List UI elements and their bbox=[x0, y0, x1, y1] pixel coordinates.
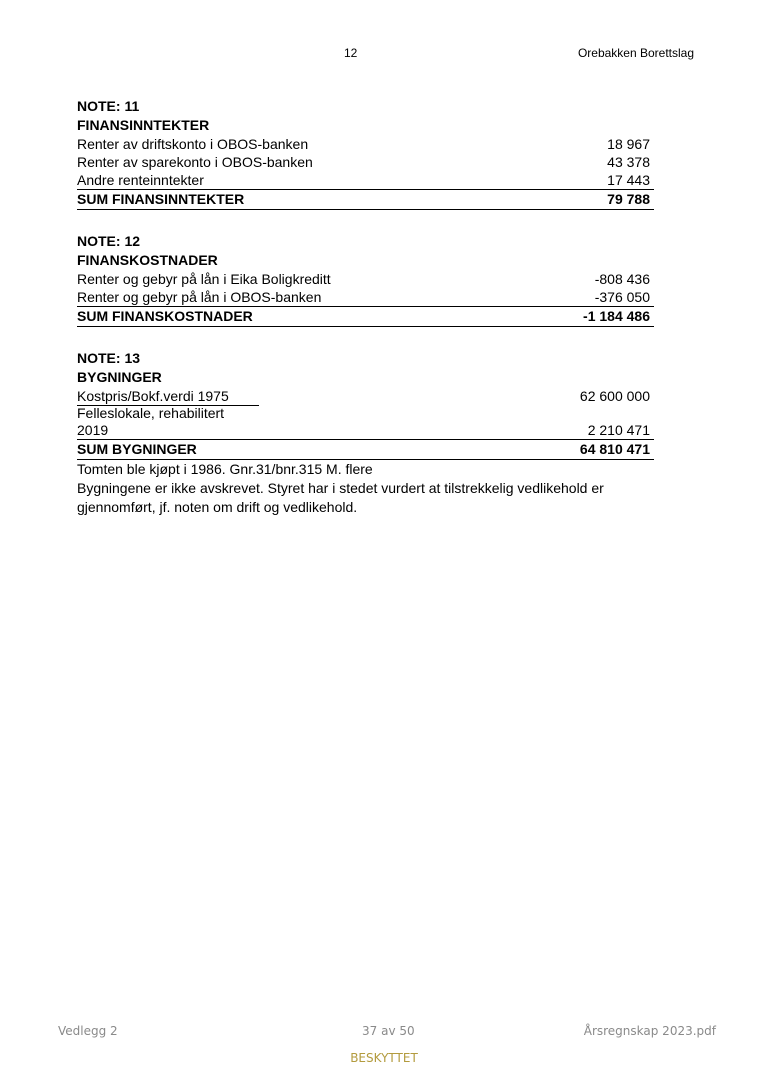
paragraph-depreciation-line1: Bygningene er ikke avskrevet. Styret har i stedet vurdert at tilstrekkelig vedlikehold er bbox=[77, 480, 604, 496]
document-body bbox=[77, 97, 654, 517]
table-row bbox=[77, 135, 654, 153]
row-label: Kostpris/Bokf.verdi 1975 bbox=[77, 388, 259, 406]
row-value: 18 967 bbox=[607, 136, 650, 152]
organization-name: Orebakken Borettslag bbox=[577, 46, 694, 60]
table-row bbox=[77, 405, 654, 440]
row-value: 62 600 000 bbox=[579, 388, 650, 404]
row-label: Renter av sparekonto i OBOS-banken bbox=[77, 154, 313, 170]
sum-row bbox=[77, 190, 654, 210]
sum-value: 64 810 471 bbox=[579, 441, 650, 457]
footer-filename: Årsregnskap 2023.pdf bbox=[583, 1024, 716, 1038]
row-value: -808 436 bbox=[594, 271, 650, 287]
note-11 bbox=[77, 97, 654, 210]
table-row bbox=[77, 270, 654, 288]
section-title: BYGNINGER bbox=[77, 369, 162, 385]
row-label-line1: Felleslokale, rehabilitert bbox=[77, 405, 225, 421]
spacer bbox=[77, 327, 654, 349]
paragraph-depreciation-line2: gjennomført, jf. noten om drift og vedlikehold. bbox=[77, 499, 358, 515]
note-label: NOTE: 11 bbox=[77, 98, 140, 114]
sum-row bbox=[77, 440, 654, 460]
sum-label: SUM BYGNINGER bbox=[77, 441, 197, 457]
footer-page-count: 37 av 50 bbox=[362, 1024, 415, 1038]
page-number: 12 bbox=[344, 46, 358, 60]
note-13 bbox=[77, 349, 654, 517]
row-value: 17 443 bbox=[607, 172, 650, 188]
note-12 bbox=[77, 232, 654, 327]
row-label: Renter og gebyr på lån i OBOS-banken bbox=[77, 289, 322, 305]
row-label-line2: 2019 bbox=[77, 422, 109, 438]
row-label: Renter av driftskonto i OBOS-banken bbox=[77, 136, 309, 152]
table-row bbox=[77, 288, 654, 307]
row-label: Renter og gebyr på lån i Eika Boligkreditt bbox=[77, 271, 331, 287]
table-row bbox=[77, 153, 654, 171]
classification-label: BESKYTTET bbox=[350, 1051, 418, 1065]
sum-row bbox=[77, 307, 654, 327]
footer-attachment: Vedlegg 2 bbox=[58, 1024, 118, 1038]
table-row bbox=[77, 171, 654, 190]
note-label: NOTE: 12 bbox=[77, 233, 141, 249]
row-value: 43 378 bbox=[607, 154, 650, 170]
section-title: FINANSKOSTNADER bbox=[77, 252, 218, 268]
sum-value: 79 788 bbox=[607, 191, 650, 207]
sum-label: SUM FINANSKOSTNADER bbox=[77, 308, 253, 324]
table-row bbox=[77, 387, 654, 405]
spacer bbox=[77, 210, 654, 232]
section-title: FINANSINNTEKTER bbox=[77, 117, 210, 133]
note-label: NOTE: 13 bbox=[77, 350, 141, 366]
paragraph-property: Tomten ble kjøpt i 1986. Gnr.31/bnr.315 M. flere bbox=[77, 461, 373, 477]
sum-value: -1 184 486 bbox=[583, 308, 650, 324]
row-value: 2 210 471 bbox=[587, 422, 650, 438]
row-value: -376 050 bbox=[594, 289, 650, 305]
row-label: Andre renteinntekter bbox=[77, 172, 204, 188]
sum-label: SUM FINANSINNTEKTER bbox=[77, 191, 245, 207]
